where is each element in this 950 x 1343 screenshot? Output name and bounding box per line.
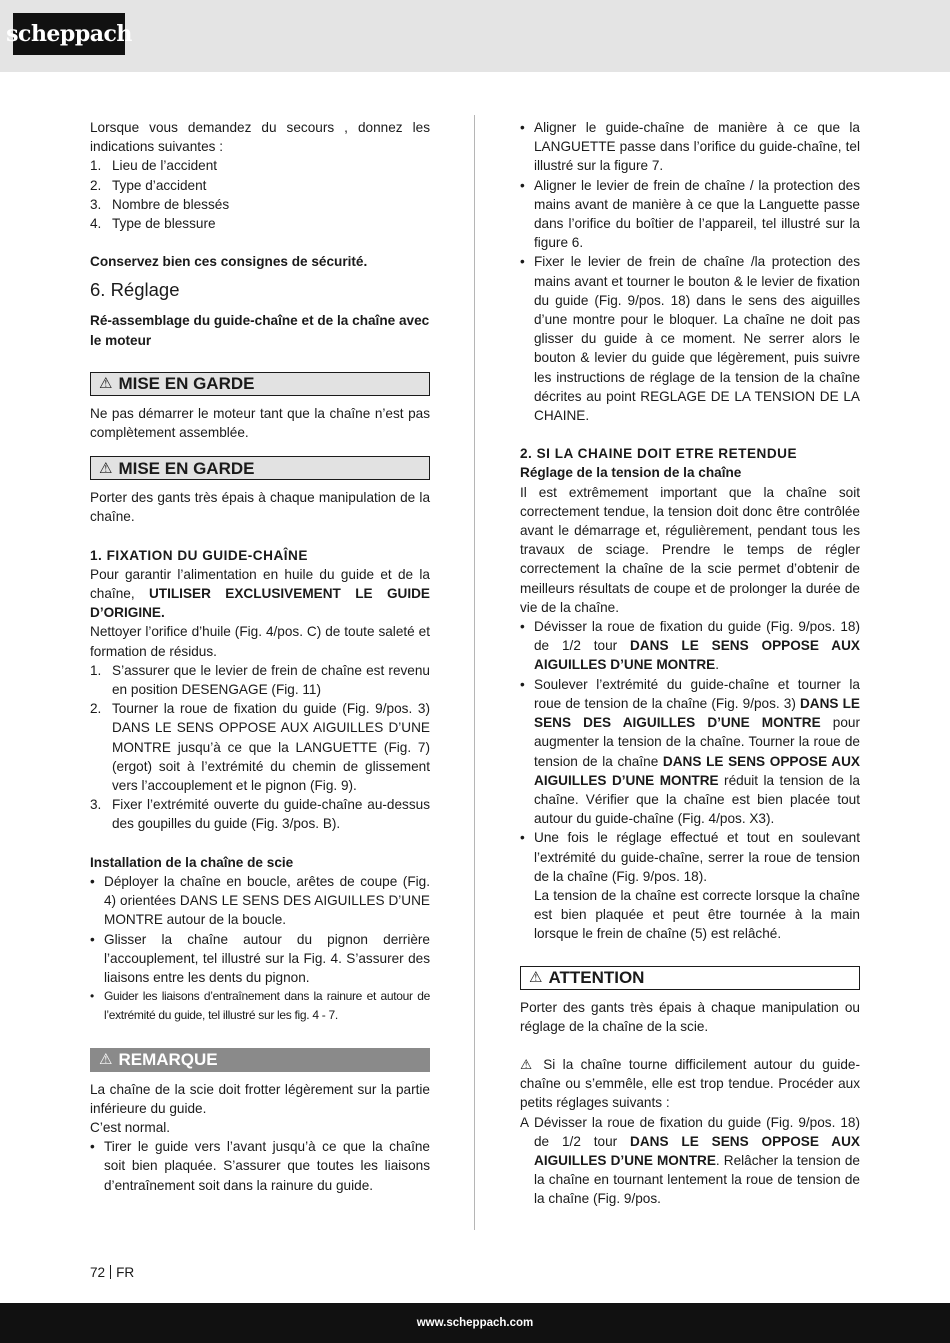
list-item: 2. Tourner la roue de fixation du guide (Fig. 9/pos. 3) DANS LE SENS OPPOSE AUX AIGUILLES D’UNE MONTRE jusqu’à ce que la LANGUETTE (Fig. 7) (ergot) soit à l’extrémité du chemin de glissement vers l’accouplement et le pignon (Fig. 9). bbox=[90, 701, 430, 794]
page-number: 72 FR bbox=[90, 1265, 135, 1280]
footer-bar bbox=[0, 1303, 950, 1343]
warning-text: Porter des gants très épais à chaque manipulation de la chaîne. bbox=[90, 490, 430, 525]
column-divider bbox=[474, 115, 475, 1230]
right-column bbox=[520, 118, 860, 1209]
tight-chain-paragraph: ⚠ Si la chaîne tourne difficilement autour du guide-chaîne ou s’emmêle, elle est trop tendue. Procéder aux petits réglages suivants : bbox=[520, 1056, 860, 1111]
remark-list bbox=[90, 1137, 430, 1195]
alignment-list bbox=[520, 118, 860, 425]
list-item: • Une fois le réglage effectué et tout en soulevant l’extrémité du guide-chaîne, serrer la roue de tension de la chaîne (Fig. 9/pos. 18). La tension de la chaîne est correcte lorsque la chaîne est bien plaquée et peut être tournée à la main lorsque le frein de chaîne (5) est relâché. bbox=[520, 830, 860, 942]
attention-text: Porter des gants très épais à chaque manipulation ou réglage de la chaîne de la scie. bbox=[520, 999, 860, 1034]
list-item: • Tirer le guide vers l’avant jusqu’à ce que la chaîne soit bien plaquée. S’assurer que toutes les liaisons d’entraînement soit dans la rainure du guide. bbox=[90, 1139, 430, 1193]
tight-chain-steps bbox=[520, 1113, 860, 1209]
fixation-paragraph: Nettoyer l’orifice d’huile (Fig. 4/pos. C) de toute saleté et formation de résidus. bbox=[90, 624, 430, 659]
list-item: • Aligner le levier de frein de chaîne / la protection des mains avant de manière à ce que la Languette passe dans l’orifice du boîtier de l’appareil, tel illustré sur la figure 6. bbox=[520, 177, 860, 251]
tension-subheading: Réglage de la tension de la chaîne bbox=[520, 465, 742, 481]
retendue-heading: 2. SI LA CHAINE DOIT ETRE RETENDUE bbox=[520, 446, 798, 462]
list-item: • Fixer le levier de frein de chaîne /la protection des mains avant et tourner le bouton & le levier de fixation du guide (Fig. 9/pos. 18) dans le sens des aiguilles d’une montre pour le bloquer. La chaîne ne doit pas glisser du guide à ce moment. Ne serrer alors le bouton & levier du guide que légèrement, puis suivre les instructions de réglage de la tension de la chaîne décrites au point REGLAGE DE LA TENSION DE LA CHAINE. bbox=[520, 254, 860, 424]
fixation-steps bbox=[90, 661, 430, 834]
remark-box: ⚠ REMARQUE bbox=[90, 1048, 430, 1072]
list-item: • Aligner le guide-chaîne de manière à ce que la LANGUETTE passe dans l’orifice du guide-chaîne, tel illustré sur la figure 7. bbox=[520, 120, 860, 174]
tension-list bbox=[520, 617, 860, 943]
list-item: 1. S’assurer que le levier de frein de chaîne est revenu en position DESENGAGE (Fig. 11) bbox=[90, 662, 430, 698]
list-item: • Dévisser la roue de fixation du guide (Fig. 9/pos. 18) de 1/2 tour DANS LE SENS OPPOSE AUX AIGUILLES D’UNE MONTRE. bbox=[520, 619, 860, 673]
list-item: 2. Type d’accident bbox=[90, 177, 207, 193]
attention-box: ⚠ ATTENTION bbox=[520, 966, 860, 990]
left-column bbox=[90, 118, 430, 1195]
list-item: 1. Lieu de l’accident bbox=[90, 158, 218, 174]
warning-triangle-icon: ⚠ bbox=[99, 1050, 113, 1068]
website-link[interactable]: www.scheppach.com bbox=[416, 1317, 534, 1329]
list-item: • Glisser la chaîne autour du pignon derrière l’accouplement, tel illustré sur la Fig. 4. S’assurer des liaisons entre les dents du pignon. bbox=[90, 931, 430, 985]
top-banner bbox=[0, 0, 950, 72]
warning-triangle-icon: ⚠ bbox=[520, 1056, 544, 1072]
list-item: 3. Nombre de blessés bbox=[90, 196, 230, 212]
tension-paragraph: Il est extrêmement important que la chaîne soit correctement tendue, la tension doit donc être contrôlée avant le démarrage et, régulièrement, pendant tous les travaux de sciage. Prendre le temps de régler correctement la chaîne de la scie permet d’obtenir de meilleurs résultats de coupe et de prolonger la durée de vie de la chaîne. bbox=[520, 484, 860, 615]
scheppach-logo: scheppach bbox=[13, 13, 125, 55]
section-title: 6. Réglage bbox=[90, 279, 180, 301]
list-item: 4. Type de blessure bbox=[90, 216, 216, 232]
fixation-paragraph: Pour garantir l’alimentation en huile du guide et de la chaîne, UTILISER EXCLUSIVEMENT LE GUIDE D’ORIGINE. bbox=[90, 566, 430, 621]
warning-text: Ne pas démarrer le moteur tant que la chaîne n’est pas complètement assemblée. bbox=[90, 405, 430, 441]
reassembly-subtitle: Ré-assemblage du guide-chaîne et de la chaîne avec le moteur bbox=[90, 313, 430, 348]
warning-triangle-icon: ⚠ bbox=[99, 459, 113, 477]
intro-text: Lorsque vous demandez du secours , donnez les indications suivantes : bbox=[90, 120, 430, 155]
warning-triangle-icon: ⚠ bbox=[99, 375, 113, 393]
install-list bbox=[90, 872, 430, 1026]
info-list bbox=[90, 156, 430, 233]
list-item: • Déployer la chaîne en boucle, arêtes de coupe (Fig. 4) orientées DANS LE SENS DES AIGUILLES D’UNE MONTRE autour de la boucle. bbox=[90, 873, 430, 928]
list-item: • Soulever l’extrémité du guide-chaîne et tourner la roue de tension de la chaîne (Fig. 9/pos. 3) DANS LE SENS DES AIGUILLES D’UNE MONTRE pour augmenter la tension de la chaîne. Tourner la roue de tension de la chaîne DANS LE SENS OPPOSE AUX AIGUILLES D’UNE MONTRE réduit la tension de la chaîne. Vérifier que la chaîne est bien placée tout autour du guide-chaîne (Fig. 4/pos. X3). bbox=[520, 676, 861, 827]
warning-box: ⚠ MISE EN GARDE bbox=[90, 456, 430, 480]
warning-box: ⚠ MISE EN GARDE bbox=[90, 372, 430, 396]
fixation-heading: 1. FIXATION DU GUIDE-CHAÎNE bbox=[90, 547, 308, 563]
remark-text: C’est normal. bbox=[90, 1119, 171, 1135]
list-item: A Dévisser la roue de fixation du guide (Fig. 9/pos. 18) de 1/2 tour DANS LE SENS OPPOSE AUX AIGUILLES D’UNE MONTRE. Relâcher la tension de la chaîne en tournant lentement la roue de tension de la chaîne (Fig. 9/pos. bbox=[520, 1114, 860, 1207]
warning-triangle-icon: ⚠ bbox=[529, 968, 543, 986]
list-item: 3. Fixer l’extrémité ouverte du guide-chaîne au-dessus des goupilles du guide (Fig. 3/pos. B). bbox=[90, 797, 430, 832]
list-item: • Guider les liaisons d’entraînement dans la rainure et autour de l’extrémité du guide, tel illustré sur les fig. 4 - 7. bbox=[90, 989, 430, 1023]
keep-instructions: Conservez bien ces consignes de sécurité. bbox=[90, 254, 368, 270]
install-heading: Installation de la chaîne de scie bbox=[90, 854, 294, 870]
remark-text: La chaîne de la scie doit frotter légèrement sur la partie inférieure du guide. bbox=[90, 1081, 430, 1116]
